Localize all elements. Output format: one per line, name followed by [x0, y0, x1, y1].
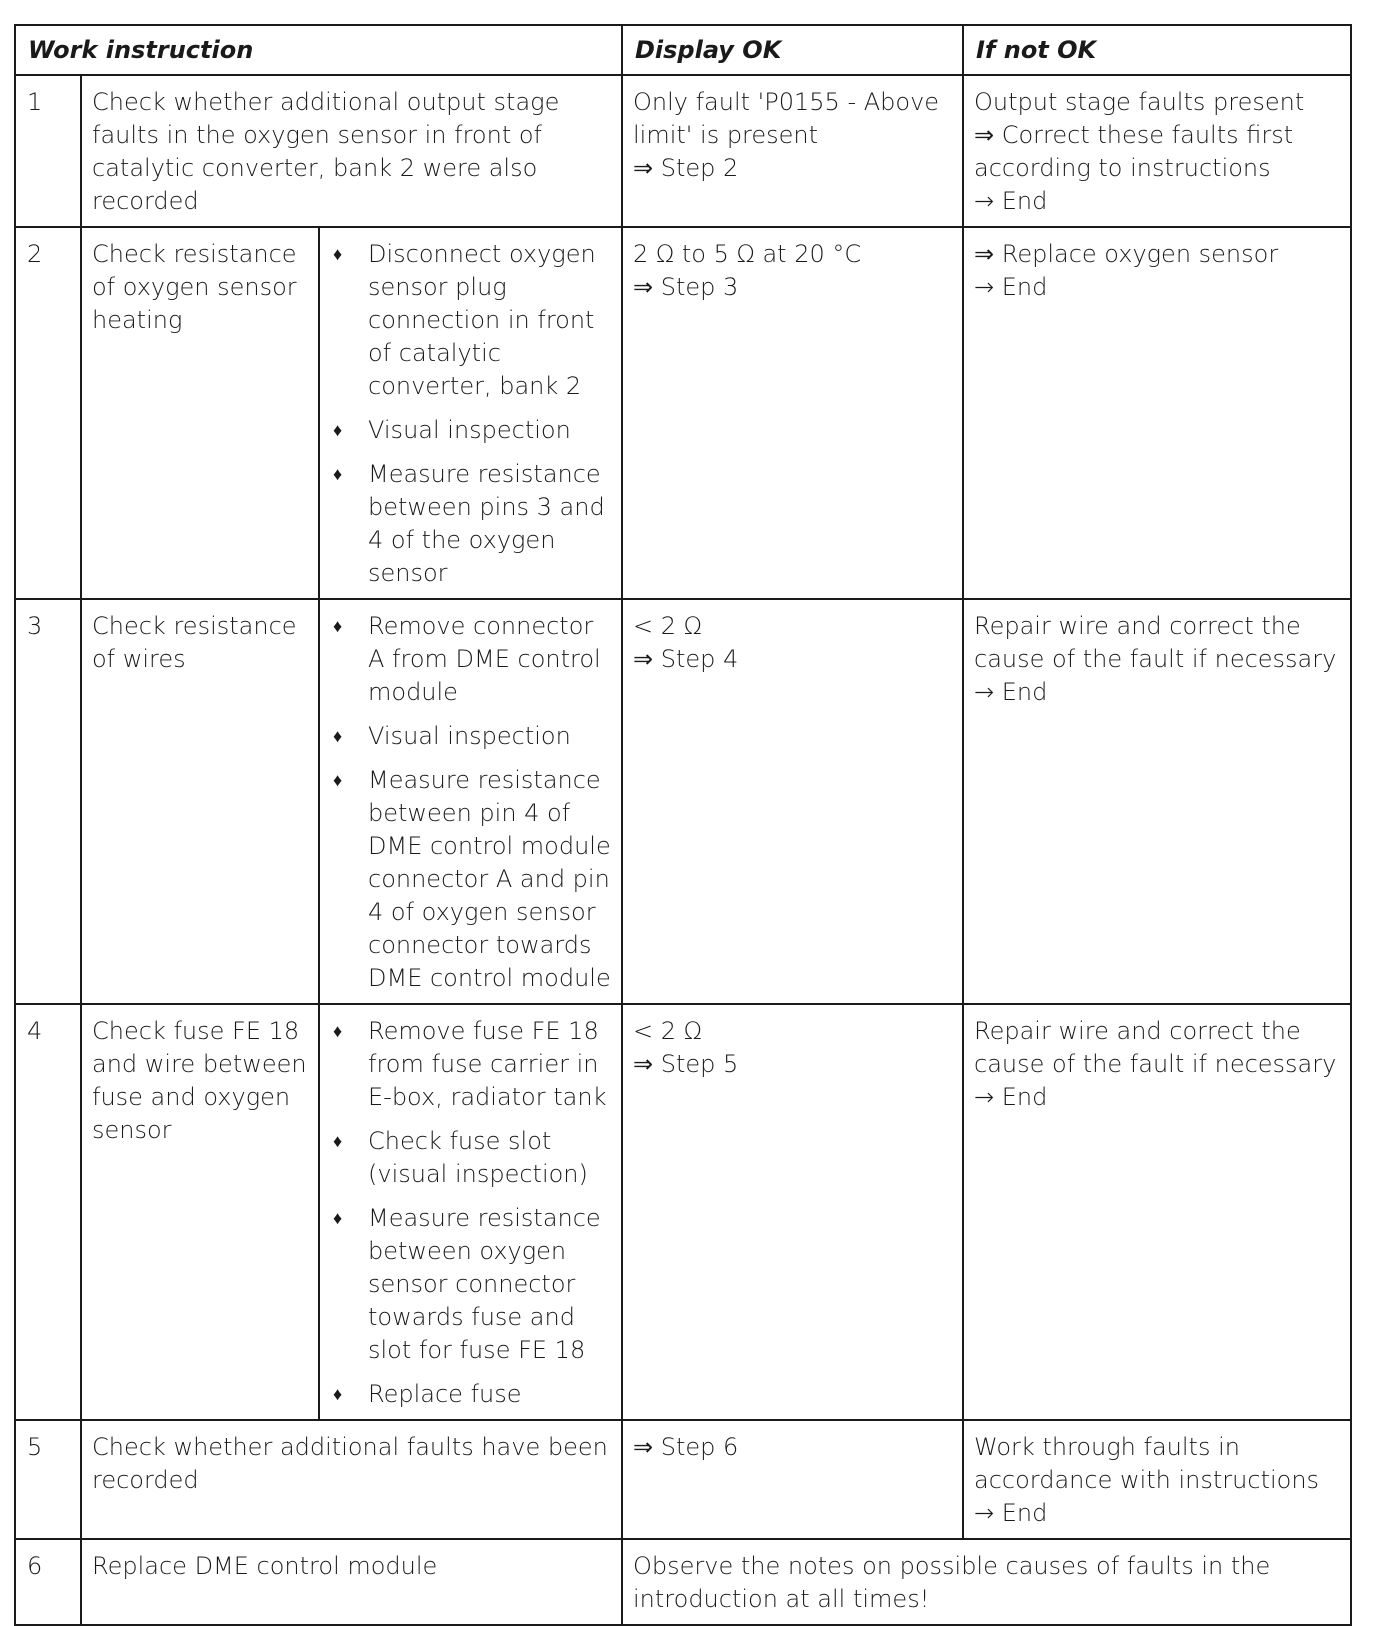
not-ok-end: → End	[974, 678, 1048, 706]
not-ok-text: Repair wire and correct the cause of the fault if necessary	[974, 612, 1337, 673]
procedure-cell	[319, 599, 622, 1004]
display-ok-cell	[622, 599, 963, 1004]
general-note: Observe the notes on possible causes of faults in the introduction at all times!	[622, 1539, 1351, 1625]
table-header-row	[15, 25, 1351, 75]
not-ok-action: ⇒ Replace oxygen sensor	[974, 240, 1279, 268]
display-ok-text: Only fault 'P0155 - Above limit' is present	[633, 88, 940, 149]
not-ok-text: Work through faults in accordance with instructions	[974, 1433, 1320, 1494]
display-ok-text: < 2 Ω	[633, 612, 702, 640]
list-item: ♦ Disconnect oxygen sensor plug connection in front of catalytic converter, bank 2	[333, 240, 596, 400]
display-ok-cell	[622, 1004, 963, 1420]
not-ok-action: ⇒ Correct these faults first according to instructions	[974, 121, 1294, 182]
bullet-diamond-icon: ♦	[333, 464, 343, 485]
bullet-diamond-icon: ♦	[333, 1131, 343, 1152]
not-ok-end: → End	[974, 187, 1048, 215]
list-item: ♦ Measure resistance between pins 3 and 4 of the oxygen sensor	[333, 460, 605, 587]
bullet-diamond-icon: ♦	[333, 1021, 343, 1042]
check-description: Check whether additional output stage faults in the oxygen sensor in front of catalytic converter, bank 2 were also recorded	[81, 75, 622, 227]
procedure-list	[330, 610, 611, 995]
display-ok-next: ⇒ Step 4	[633, 645, 739, 673]
work-instruction-table	[14, 24, 1352, 1626]
procedure-list	[330, 238, 611, 590]
table-row	[15, 1539, 1351, 1625]
step-number: 4	[15, 1004, 81, 1420]
header-work-instruction: Work instruction	[15, 25, 622, 75]
not-ok-text: Output stage faults present	[974, 88, 1305, 116]
list-item: ♦ Remove fuse FE 18 from fuse carrier in E-box, radiator tank	[333, 1017, 607, 1111]
display-ok-next: ⇒ Step 2	[633, 154, 739, 182]
check-description: Check whether additional faults have been recorded	[81, 1420, 622, 1539]
bullet-diamond-icon: ♦	[333, 244, 343, 265]
table-row	[15, 1004, 1351, 1420]
header-display-ok: Display OK	[622, 25, 963, 75]
if-not-ok-cell	[963, 75, 1351, 227]
not-ok-end: → End	[974, 273, 1048, 301]
procedure-list	[330, 1015, 611, 1411]
display-ok-cell	[622, 227, 963, 599]
work-instruction-page	[14, 24, 1350, 1613]
step-number: 1	[15, 75, 81, 227]
bullet-diamond-icon: ♦	[333, 1208, 343, 1229]
table-row	[15, 227, 1351, 599]
list-item: ♦ Replace fuse	[330, 1378, 611, 1411]
display-ok-text: < 2 Ω	[633, 1017, 702, 1045]
if-not-ok-cell	[963, 1004, 1351, 1420]
bullet-diamond-icon: ♦	[333, 616, 343, 637]
if-not-ok-cell	[963, 227, 1351, 599]
not-ok-text: Repair wire and correct the cause of the fault if necessary	[974, 1017, 1337, 1078]
header-if-not-ok: If not OK	[963, 25, 1351, 75]
not-ok-end: → End	[974, 1499, 1048, 1527]
step-number: 6	[15, 1539, 81, 1625]
bullet-diamond-icon: ♦	[333, 770, 343, 791]
display-ok-next: ⇒ Step 5	[633, 1050, 739, 1078]
display-ok-next: ⇒ Step 6	[633, 1433, 739, 1461]
display-ok-cell	[622, 1420, 963, 1539]
display-ok-cell	[622, 75, 963, 227]
step-number: 5	[15, 1420, 81, 1539]
procedure-cell	[319, 227, 622, 599]
list-item: ♦ Remove connector A from DME control module	[333, 612, 601, 706]
list-item: ♦ Check fuse slot (visual inspection)	[333, 1127, 588, 1188]
list-item: ♦ Visual inspection	[330, 414, 611, 447]
if-not-ok-cell	[963, 1420, 1351, 1539]
table-row	[15, 75, 1351, 227]
step-number: 3	[15, 599, 81, 1004]
display-ok-text: 2 Ω to 5 Ω at 20 °C	[633, 240, 862, 268]
table-row	[15, 599, 1351, 1004]
bullet-diamond-icon: ♦	[333, 420, 343, 441]
not-ok-end: → End	[974, 1083, 1048, 1111]
list-item: ♦ Visual inspection	[330, 720, 611, 753]
table-row	[15, 1420, 1351, 1539]
if-not-ok-cell	[963, 599, 1351, 1004]
list-item: ♦ Measure resistance between oxygen sensor connector towards fuse and slot for fuse FE 18	[333, 1204, 601, 1364]
check-description: Replace DME control module	[81, 1539, 622, 1625]
bullet-diamond-icon: ♦	[333, 726, 343, 747]
bullet-diamond-icon: ♦	[333, 1384, 343, 1405]
procedure-cell	[319, 1004, 622, 1420]
display-ok-next: ⇒ Step 3	[633, 273, 739, 301]
check-description: Check fuse FE 18 and wire between fuse and oxygen sensor	[81, 1004, 319, 1420]
list-item: ♦ Measure resistance between pin 4 of DME control module connector A and pin 4 of oxygen sensor connector towards DME control module	[333, 766, 611, 992]
check-description: Check resistance of oxygen sensor heating	[81, 227, 319, 599]
check-description: Check resistance of wires	[81, 599, 319, 1004]
step-number: 2	[15, 227, 81, 599]
